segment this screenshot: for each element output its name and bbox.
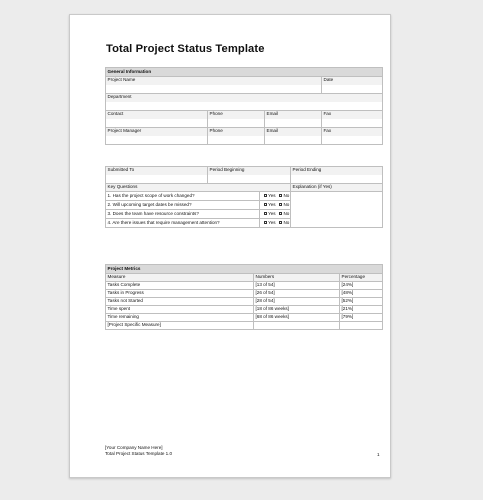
department-label: Department — [106, 94, 383, 102]
measure-cell: Tasks not Started — [106, 298, 254, 306]
table-row — [106, 298, 383, 306]
document-page — [69, 14, 391, 478]
submitted-to-label: Submitted To — [106, 167, 208, 175]
no-label: No — [283, 201, 290, 207]
question-3-no-checkbox[interactable] — [279, 212, 283, 216]
question-1-no-checkbox[interactable] — [279, 194, 283, 198]
document-footer — [105, 445, 172, 456]
percentage-cell[interactable]: [48%] — [340, 290, 383, 298]
explanation-label: Explanation (if Yes) — [291, 184, 383, 192]
explanation-field[interactable] — [291, 192, 383, 228]
department-field[interactable] — [106, 102, 383, 111]
pm-fax-field[interactable] — [322, 136, 383, 145]
question-4-no-checkbox[interactable] — [279, 221, 283, 225]
contact-email-field[interactable] — [265, 119, 322, 128]
numbers-cell[interactable]: [26 of 54] — [254, 290, 340, 298]
numbers-cell[interactable]: [13 of 54] — [254, 282, 340, 290]
measure-cell: Time spent — [106, 306, 254, 314]
question-2: 2. Will upcoming target dates be missed? — [106, 201, 260, 210]
measure-cell: Time remaining — [106, 314, 254, 322]
question-2-yes-checkbox[interactable] — [264, 203, 268, 207]
project-manager-field[interactable] — [106, 136, 208, 145]
measure-cell: Tasks Complete — [106, 282, 254, 290]
question-2-no-checkbox[interactable] — [279, 203, 283, 207]
contact-phone-label: Phone — [208, 111, 265, 119]
percentage-cell[interactable] — [340, 322, 383, 330]
question-4: 4. Are there issues that require management attention? — [106, 219, 260, 228]
contact-field[interactable] — [106, 119, 208, 128]
question-4-yes-checkbox[interactable] — [264, 221, 268, 225]
question-4-options — [260, 219, 291, 228]
status-questions-table — [105, 166, 383, 228]
numbers-cell[interactable] — [254, 322, 340, 330]
footer-template-name: Total Project Status Template 1.0 — [105, 450, 173, 456]
contact-fax-field[interactable] — [322, 119, 383, 128]
percentage-cell[interactable]: [24%] — [340, 282, 383, 290]
document-title: Total Project Status Template — [106, 43, 265, 55]
numbers-cell[interactable]: [28 of 54] — [254, 298, 340, 306]
date-label: Date — [322, 77, 383, 85]
pm-phone-field[interactable] — [208, 136, 265, 145]
table-row — [106, 306, 383, 314]
general-information-table — [105, 67, 383, 145]
contact-label: Contact — [106, 111, 208, 119]
project-name-label: Project Name — [106, 77, 322, 85]
pm-fax-label: Fax — [322, 128, 383, 136]
yes-label: Yes — [268, 201, 276, 207]
contact-fax-label: Fax — [322, 111, 383, 119]
question-1-yes-checkbox[interactable] — [264, 194, 268, 198]
contact-phone-field[interactable] — [208, 119, 265, 128]
contact-email-label: Email — [265, 111, 322, 119]
yes-label: Yes — [268, 219, 276, 225]
percentage-cell[interactable]: [79%] — [340, 314, 383, 322]
question-3-options — [260, 210, 291, 219]
numbers-cell[interactable]: [18 of 86 weeks] — [254, 306, 340, 314]
period-ending-label: Period Ending — [291, 167, 383, 175]
submitted-to-field[interactable] — [106, 175, 208, 184]
question-3-yes-checkbox[interactable] — [264, 212, 268, 216]
project-metrics-header: Project Metrics — [106, 265, 383, 274]
key-questions-label: Key Questions — [106, 184, 291, 192]
general-information-header: General Information — [106, 68, 383, 77]
pm-email-field[interactable] — [265, 136, 322, 145]
project-metrics-table — [105, 264, 383, 330]
date-field[interactable] — [322, 85, 383, 94]
pm-email-label: Email — [265, 128, 322, 136]
measure-cell[interactable]: [Project Specific Measure] — [106, 322, 254, 330]
question-2-options — [260, 201, 291, 210]
pm-phone-label: Phone — [208, 128, 265, 136]
percentage-cell[interactable]: [21%] — [340, 306, 383, 314]
question-1-options — [260, 192, 291, 201]
numbers-column-header: Numbers — [254, 274, 340, 282]
measure-cell: Tasks in Progress — [106, 290, 254, 298]
project-manager-label: Project Manager — [106, 128, 208, 136]
question-3: 3. Does the team have resource constraints? — [106, 210, 260, 219]
no-label: No — [283, 219, 290, 225]
footer-company-name: [Your Company Name Here] — [105, 445, 163, 450]
measure-column-header: Measure — [106, 274, 254, 282]
project-name-field[interactable] — [106, 85, 322, 94]
percentage-cell[interactable]: [52%] — [340, 298, 383, 306]
table-row — [106, 314, 383, 322]
yes-label: Yes — [268, 192, 276, 198]
yes-label: Yes — [268, 210, 276, 216]
table-row — [106, 322, 383, 330]
period-ending-field[interactable] — [291, 175, 383, 184]
no-label: No — [283, 210, 290, 216]
period-beginning-field[interactable] — [208, 175, 291, 184]
numbers-cell[interactable]: [68 of 86 weeks] — [254, 314, 340, 322]
table-row — [106, 290, 383, 298]
period-beginning-label: Period Beginning — [208, 167, 291, 175]
no-label: No — [283, 192, 290, 198]
percentage-column-header: Percentage — [340, 274, 383, 282]
table-row — [106, 282, 383, 290]
question-1: 1. Has the project scope of work changed? — [106, 192, 260, 201]
page-number: 1 — [377, 452, 380, 457]
